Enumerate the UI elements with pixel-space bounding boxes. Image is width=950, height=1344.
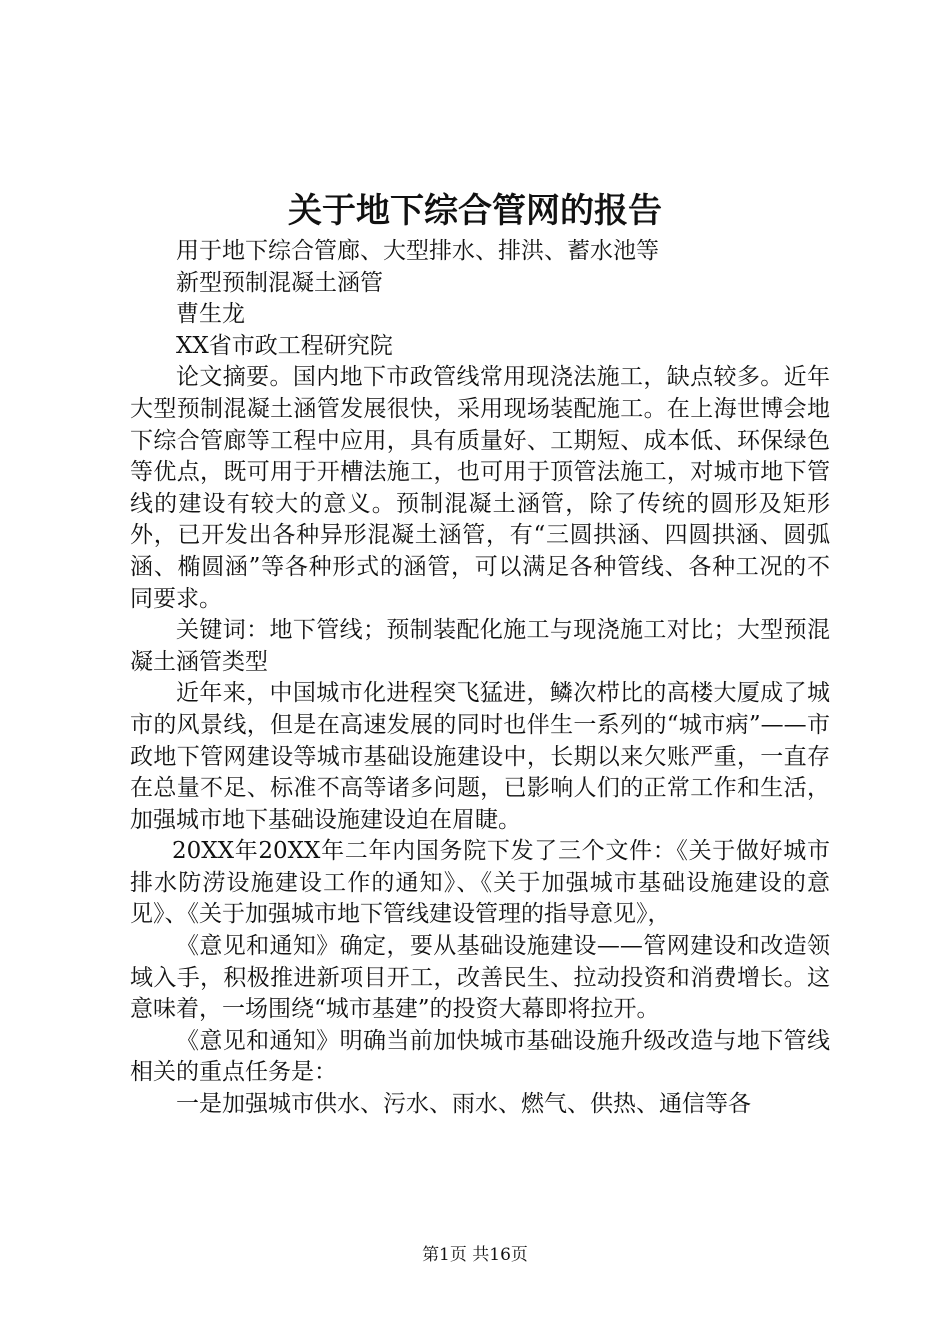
abstract-paragraph: 论文摘要。国内地下市政管线常用现浇法施工，缺点较多。近年大型预制混凝土涵管发展很快，采用现场装配施工。在上海世博会地下综合管廊等工程中应用，具有质量好、工期短、成本低、环保绿色等优点，既可用于开槽法施工，也可用于顶管法施工，对城市地下管线的建设有较大的意义。预制混凝土涵管，除了传统的圆形及矩形外，已开发出各种异形混凝土涵管，有“三圆拱涵、四圆拱涵、圆弧涵、椭圆涵”等各种形式的涵管，可以满足各种管线、各种工况的不同要求。 xyxy=(130,364,830,612)
subtitle-line-2: 新型预制混凝土涵管 xyxy=(176,269,383,296)
author-institution: XX省市政工程研究院 xyxy=(176,332,393,359)
body-paragraph: 《意见和通知》确定，要从基础设施建设——管网建设和改造领域入手，积极推进新项目开工，改善民生、拉动投资和消费增长。这意味着，一场围绕“城市基建”的投资大幕即将拉开。 xyxy=(130,933,830,1023)
body-paragraph: 《意见和通知》明确当前加快城市基础设施升级改造与地下管线相关的重点任务是： xyxy=(130,1027,830,1086)
document-body xyxy=(130,236,830,1121)
page-footer: 第1页 共16页 xyxy=(422,1245,528,1265)
body-paragraph: 一是加强城市供水、污水、雨水、燃气、供热、通信等各 xyxy=(176,1091,751,1118)
body-paragraph: 近年来，中国城市化进程突飞猛进，鳞次栉比的高楼大厦成了城市的风景线，但是在高速发展的同时也伴生一系列的“城市病”——市政地下管网建设等城市基础设施建设中，长期以来欠账严重，一直存在总量不足、标准不高等诸多问题，已影响人们的正常工作和生活，加强城市地下基础设施建设迫在眉睫。 xyxy=(130,680,830,833)
body-paragraph: 20XX年20XX年二年内国务院下发了三个文件：《关于做好城市排水防涝设施建设工作的通知》、《关于加强城市基础设施建设的意见》、《关于加强城市地下管线建设管理的指导意见》， xyxy=(130,838,830,928)
author-name: 曹生龙 xyxy=(176,301,245,328)
subtitle-line-1: 用于地下综合管廊、大型排水、排洪、蓄水池等 xyxy=(176,238,659,264)
keywords-paragraph: 关键词：地下管线；预制装配化施工与现浇施工对比；大型预混凝土涵管类型 xyxy=(130,617,830,675)
document-title: 关于地下综合管网的报告 xyxy=(288,191,662,231)
